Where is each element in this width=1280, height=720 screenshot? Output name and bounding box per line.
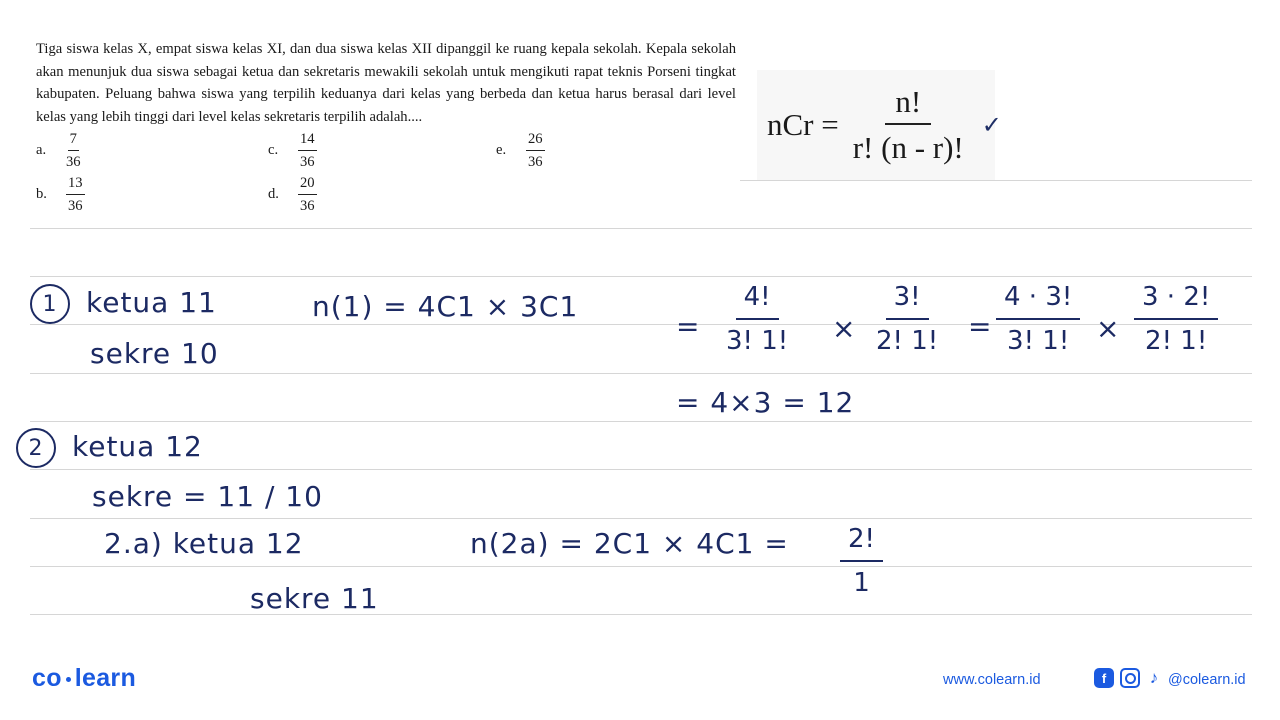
ruled-line	[30, 228, 1252, 229]
website-link[interactable]: www.colearn.id	[943, 672, 1041, 688]
step-number-badge: 1	[30, 284, 70, 324]
fraction-2-fact	[840, 524, 883, 598]
ruled-line	[740, 180, 1252, 181]
social-handle[interactable]: @colearn.id	[1168, 672, 1246, 688]
numerator: 13	[66, 174, 85, 195]
option-e[interactable]	[496, 130, 545, 171]
numerator: 2!	[840, 524, 883, 562]
numerator: 26	[526, 130, 545, 151]
step1-result: = 4×3 = 12	[676, 386, 855, 419]
numerator: 20	[298, 174, 317, 195]
option-c[interactable]	[268, 130, 317, 171]
option-b[interactable]	[36, 174, 85, 215]
numerator: 4!	[736, 282, 779, 320]
logo-dot-icon	[66, 677, 71, 682]
step1-ketua	[30, 284, 217, 324]
tiktok-icon[interactable]: ♪	[1149, 668, 1159, 687]
option-fraction	[526, 130, 545, 171]
ruled-line	[30, 276, 1252, 277]
formula-denominator: r! (n - r)!	[852, 130, 964, 165]
question-text: Tiga siswa kelas X, empat siswa kelas XI, dan dua siswa kelas XII dipanggil ke ruang kepala sekolah. Kepala sekolah akan menunjuk dua siswa sebagai ketua dan sekretaris mewakili sekolah untuk mengikuti rapat teknis Porseni tingkat kabupaten. Peluang bahwa siswa yang terpilih keduanya dari kelas yang berbeda dan ketua harus berasal dari level kelas yang lebih tinggi dari level kelas sekretaris terpilih adalah....	[36, 41, 736, 125]
denominator: 36	[300, 198, 315, 214]
check-mark-icon: ✓	[981, 111, 1002, 139]
answer-options	[36, 130, 736, 230]
option-letter: b.	[36, 186, 47, 202]
logo-right: learn	[74, 664, 137, 692]
option-letter: e.	[496, 142, 507, 158]
instagram-icon[interactable]	[1120, 668, 1140, 688]
step2-sekre: sekre = 11 / 10	[92, 480, 323, 513]
option-fraction	[66, 130, 81, 171]
numerator: 14	[298, 130, 317, 151]
denominator: 3! 1!	[726, 326, 789, 356]
logo-left: co	[32, 664, 62, 692]
step2-ketua	[16, 428, 203, 468]
step2a-sekre: sekre 11	[250, 582, 379, 615]
denominator: 3! 1!	[1007, 326, 1070, 356]
formula-fraction	[853, 85, 964, 165]
option-letter: c.	[268, 142, 279, 158]
denominator: 36	[528, 154, 543, 170]
colearn-logo[interactable]	[32, 664, 136, 693]
formula-lhs: nCr =	[767, 107, 839, 142]
step1-ketua-text: ketua 11	[86, 286, 217, 319]
combination-formula	[767, 70, 1002, 180]
fraction-expanded-1	[996, 282, 1080, 356]
fraction-4-fact	[726, 282, 788, 356]
option-a[interactable]	[36, 130, 81, 171]
option-fraction	[298, 174, 317, 215]
step1-sekre: sekre 10	[90, 337, 219, 370]
denominator: 36	[68, 198, 83, 214]
numerator: 4 · 3!	[996, 282, 1080, 320]
step2a-equation: n(2a) = 2C1 × 4C1 =	[470, 527, 789, 560]
denominator: 1	[853, 568, 870, 598]
formula-numerator: n!	[885, 85, 931, 125]
ruled-line	[30, 373, 1252, 374]
fraction-expanded-2	[1134, 282, 1218, 356]
ruled-line	[30, 421, 1252, 422]
ruled-line	[30, 566, 1252, 567]
denominator: 2! 1!	[1145, 326, 1208, 356]
ruled-line	[30, 614, 1252, 615]
option-fraction	[298, 130, 317, 171]
numerator: 3!	[886, 282, 929, 320]
option-d[interactable]	[268, 174, 317, 215]
option-letter: a.	[36, 142, 47, 158]
option-fraction	[66, 174, 85, 215]
step2-ketua-text: ketua 12	[72, 430, 203, 463]
instagram-lens	[1125, 673, 1136, 684]
denominator: 2! 1!	[876, 326, 939, 356]
denominator: 36	[300, 154, 315, 170]
denominator: 36	[66, 154, 81, 170]
step2a-ketua: 2.a) ketua 12	[104, 527, 304, 560]
equals-sign: =	[676, 310, 701, 343]
step-number-badge: 2	[16, 428, 56, 468]
option-letter: d.	[268, 186, 279, 202]
numerator: 3 · 2!	[1134, 282, 1218, 320]
numerator: 7	[68, 130, 79, 151]
equals-sign: =	[968, 310, 993, 343]
fraction-3-fact	[876, 282, 938, 356]
ruled-line	[30, 518, 1252, 519]
step1-equation: n(1) = 4C1 × 3C1	[312, 290, 579, 323]
times-sign: ×	[832, 312, 857, 345]
facebook-icon[interactable]: f	[1094, 668, 1114, 688]
ruled-line	[30, 469, 1252, 470]
times-sign: ×	[1096, 312, 1121, 345]
